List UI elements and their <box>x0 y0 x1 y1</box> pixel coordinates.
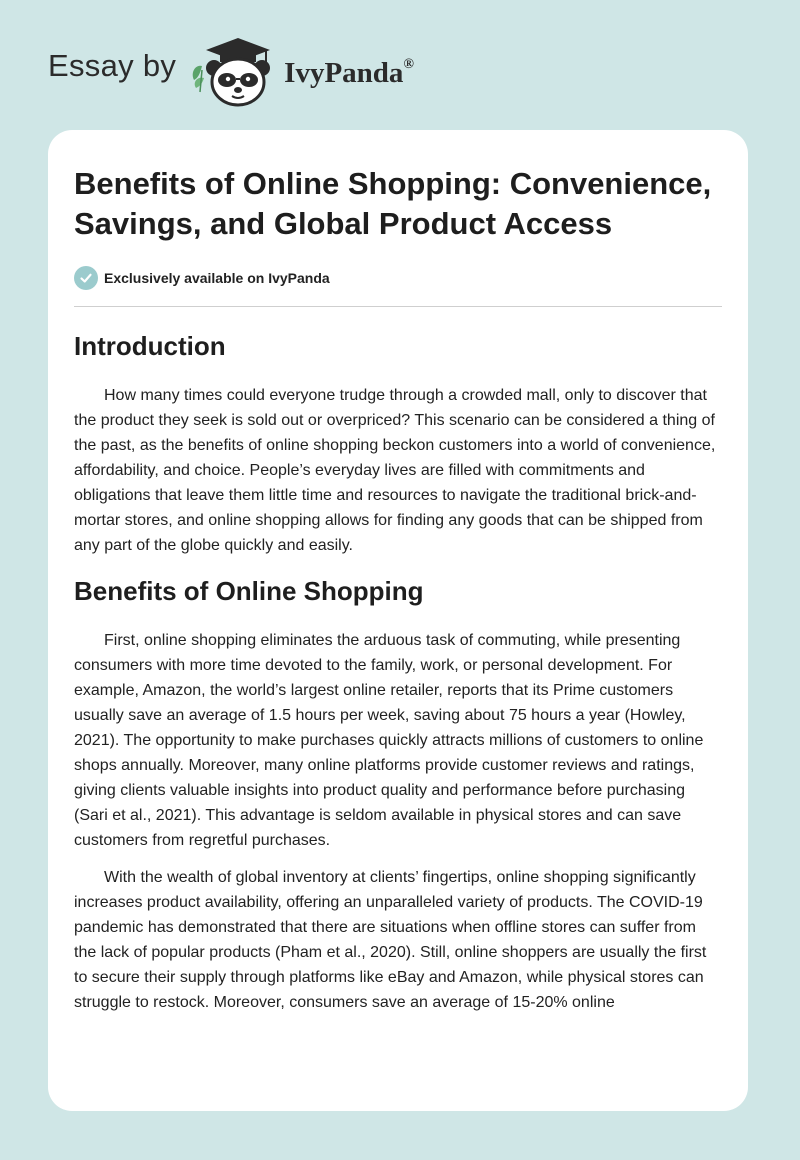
article-title: Benefits of Online Shopping: Convenience, Savings, and Global Product Access <box>74 166 712 241</box>
exclusive-label: Exclusively available on IvyPanda <box>104 270 330 286</box>
brand-header <box>48 30 414 110</box>
section-heading-introduction: Introduction <box>74 331 226 361</box>
benefits-paragraph-1: First, online shopping eliminates the arduous task of commuting, while presenting consumers with more time devoted to the family, work, or personal development. For example, Amazon, the world’s largest online retailer, reports that its Prime customers usually save an average of 1.5 hours per week, saving about 75 hours a year (Howley, 2021). The opportunity to make purchases quickly attracts millions of customers to online shops annually. Moreover, many online platforms provide customer reviews and ratings, giving clients valuable insights into product quality and performance before purchasing (Sari et al., 2021). This advantage is seldom available in physical stores and can save customers from regretful purchases. <box>74 632 704 849</box>
brand-prefix: Essay by <box>48 48 177 83</box>
exclusive-badge <box>74 266 722 290</box>
brand-name[interactable]: IvyPanda® <box>284 56 414 89</box>
panda-logo-icon[interactable] <box>188 30 280 110</box>
benefits-paragraph-2: With the wealth of global inventory at clients’ fingertips, online shopping significantly increases product availability, offering an unparalleled variety of products. The COVID-19 pandemic has demonstrated that there are situations when offline stores can suffer from the lack of popular products (Pham et al., 2020). Still, online shoppers are usually the first to secure their supply through platforms like eBay and Amazon, while physical stores can struggle to restock. Moreover, consumers save an average of 15-20% online <box>74 869 707 1011</box>
title-divider <box>74 306 722 307</box>
registered-mark: ® <box>403 56 414 72</box>
section-heading-benefits: Benefits of Online Shopping <box>74 576 424 606</box>
check-icon <box>74 266 98 290</box>
intro-paragraph: How many times could everyone trudge through a crowded mall, only to discover that the product they seek is sold out or overpriced? This scenario can be considered a thing of the past, as the benefits of online shopping beckon customers into a world of convenience, affordability, and choice. People’s everyday lives are filled with commitments and obligations that leave them little time and resources to navigate the traditional brick-and-mortar stores, and online shopping allows for finding any goods that can be shipped from any part of the globe quickly and easily. <box>74 387 716 554</box>
article-card <box>48 130 748 1111</box>
